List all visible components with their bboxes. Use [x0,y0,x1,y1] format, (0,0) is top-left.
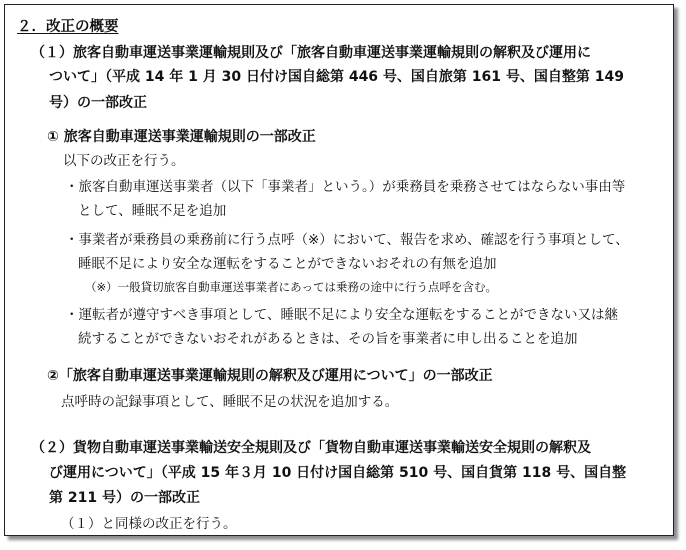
bullet-2-line-2: 睡眠不足により安全な運転をすることができないおそれの有無を追加 [78,256,497,272]
sub2-text: 点呼時の記録事項として、睡眠不足の状況を追加する。 [61,394,399,410]
bullet-1-line-1: ・旅客自動車運送事業者（以下「事業者」という。）が乗務員を乗務させてはならない事由等 [65,179,626,195]
note-text: （※）一般貸切旅客自動車運送事業者にあっては乗務の途中に行う点呼を含む。 [85,280,498,294]
bullet-3-line-1: ・運転者が遵守すべき事項として、睡眠不足により安全な運転をすることができない又は継 [65,307,618,323]
item2-heading-line-3: 第 211 号）の一部改正 [49,490,200,506]
item2-heading-line-1: （２）貨物自動車運送事業輸送安全規則及び「貨物自動車運送事業輸送安全規則の解釈及 [31,440,591,456]
sub1-title: ① 旅客自動車運送事業運輸規則の一部改正 [47,129,316,145]
item1-heading-line-3: 号）の一部改正 [49,95,147,111]
document-page [4,4,674,536]
item1-heading-line-2: ついて」（平成 14 年 1 月 30 日付け国自総第 446 号、国自旅第 161 号、国自整第 149 [49,69,624,85]
item2-heading-line-2: び運用について」（平成 15 年３月 10 日付け国自総第 510 号、国自貨第 118 号、国自整 [49,465,627,481]
bullet-1-line-2: として、睡眠不足を追加 [78,203,227,219]
sub2-title: ②「旅客自動車運送事業運輸規則の解釈及び運用について」の一部改正 [47,368,493,384]
sub1-intro: 以下の改正を行う。 [63,153,185,169]
bullet-3-line-2: 続することができないおそれがあるときは、その旨を事業者に申し出ることを追加 [78,331,578,347]
bullet-2-line-1: ・事業者が乗務員の乗務前に行う点呼（※）において、報告を求め、確認を行う事項として、 [65,232,629,248]
section-title: ２．改正の概要 [17,19,119,35]
item1-heading-line-1: （１）旅客自動車運送事業運輸規則及び「旅客自動車運送事業運輸規則の解釈及び運用に [31,45,591,61]
item2-text: （１）と同様の改正を行う。 [61,516,237,532]
